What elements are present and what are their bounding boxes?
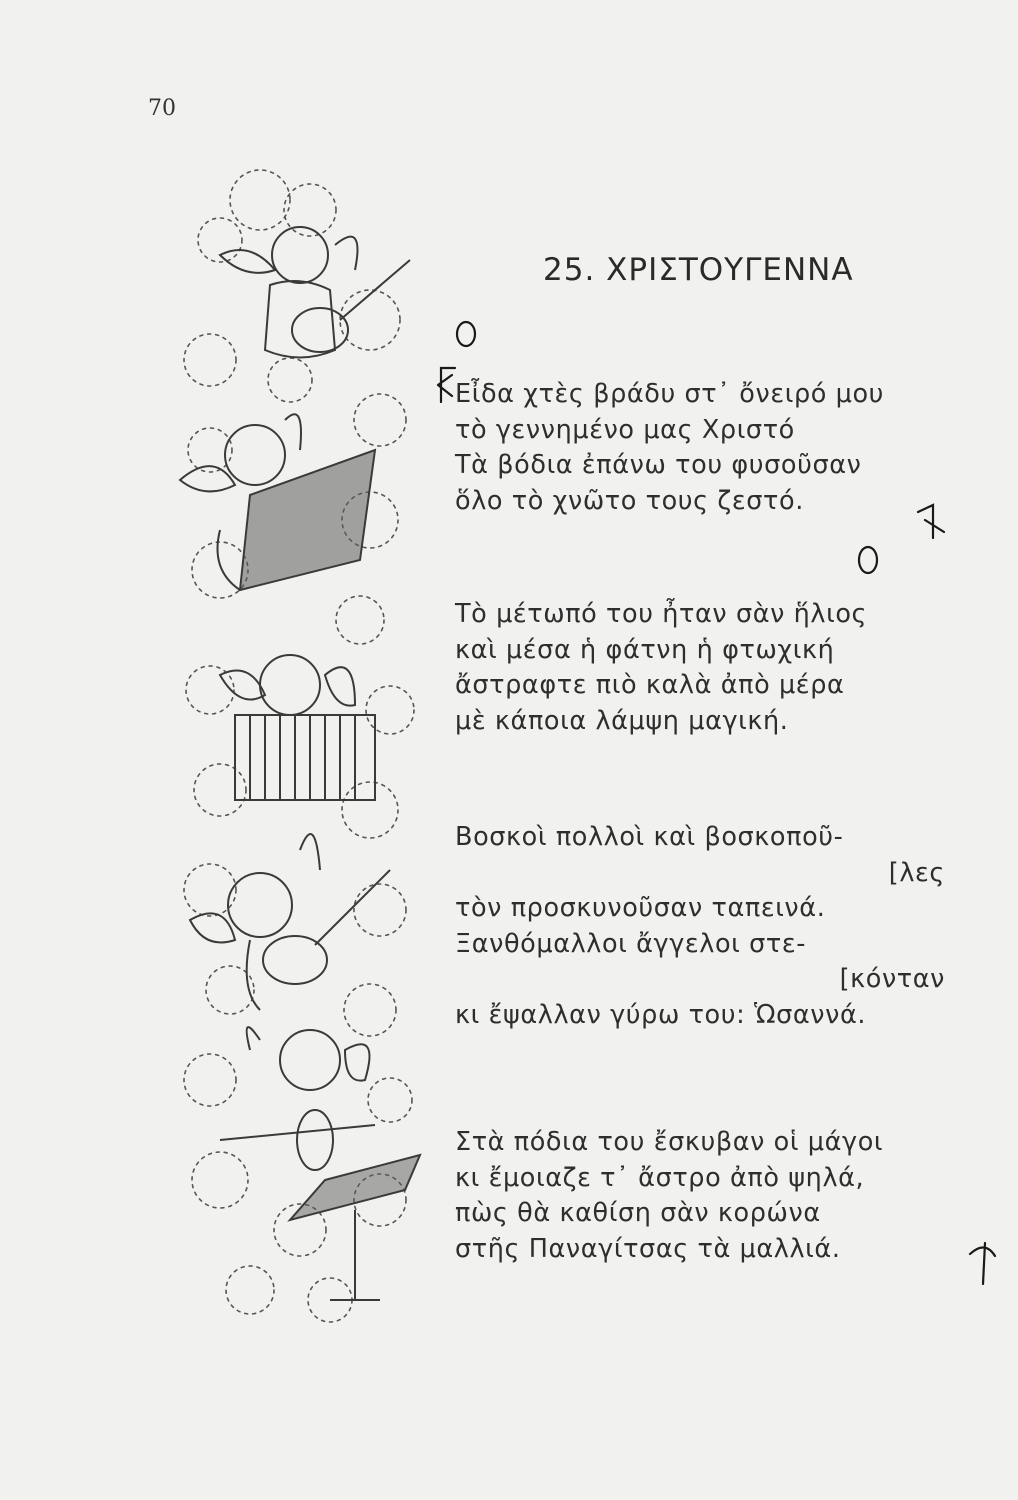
stanza-2 [455, 597, 985, 739]
poem-line: μὲ κάποια λάμψη μαγική. [455, 705, 789, 736]
poem-line: κι ἔψαλλαν γύρω του: Ὡσαννά. [455, 999, 867, 1030]
stanza-4 [455, 1125, 985, 1267]
poem-line: ὅλο τὸ χνῶτο τους ζεστό. [455, 485, 804, 516]
poem-line: στῆς Παναγίτσας τὰ μαλλιά. [455, 1233, 841, 1264]
poem-line: Βοσκοὶ πολλοὶ καὶ βοσκοποῦ- [455, 822, 844, 852]
angel-accordion-icon [220, 655, 375, 800]
poem-line: τὸ γεννημένο μας Χριστό [455, 414, 795, 445]
poem-title: 25. ΧΡΙΣΤΟΥΓΕΝΝΑ [543, 252, 854, 288]
poem-line: κι ἔμοιαζε τ᾽ ἄστρο ἀπὸ ψηλά, [455, 1162, 865, 1193]
poem-line: Τὰ βόδια ἐπάνω του φυσοῦσαν [455, 450, 862, 480]
poem-line: τὸν προσκυνοῦσαν ταπεινά. [455, 893, 826, 923]
poem-line: ἄστραφτε πιὸ καλὰ ἀπὸ μέρα [455, 670, 845, 700]
stanza-3 [455, 820, 985, 1033]
poem-line: πὼς θὰ καθίση σὰν κορώνα [455, 1198, 821, 1228]
angel-book-icon [180, 414, 375, 590]
poem-line: Τὸ μέτωπό του ἦταν σὰν ἥλιος [455, 599, 868, 629]
stanza-1 [455, 377, 985, 519]
poem-line: Ξανθόμαλλοι ἄγγελοι στε- [455, 928, 807, 959]
poem-line: Εἶδα χτὲς βράδυ στ᾽ ὄνειρό μου [455, 379, 885, 409]
angel-violin-icon [220, 1027, 420, 1300]
poem-line: καὶ μέσα ἡ φάτνη ἡ φτωχική [455, 634, 835, 665]
poem-line-continuation: [κόνταν [839, 964, 945, 994]
poem-line: Στὰ πόδια του ἔσκυβαν οἱ μάγοι [455, 1127, 884, 1157]
circle-mark-icon [859, 547, 877, 573]
angel-mandolin-icon [190, 834, 390, 1010]
poem-line-continuation: [λες [888, 857, 945, 888]
page-number: 70 [148, 96, 176, 121]
circle-mark-icon [457, 322, 475, 346]
angels-illustration [150, 150, 450, 1360]
